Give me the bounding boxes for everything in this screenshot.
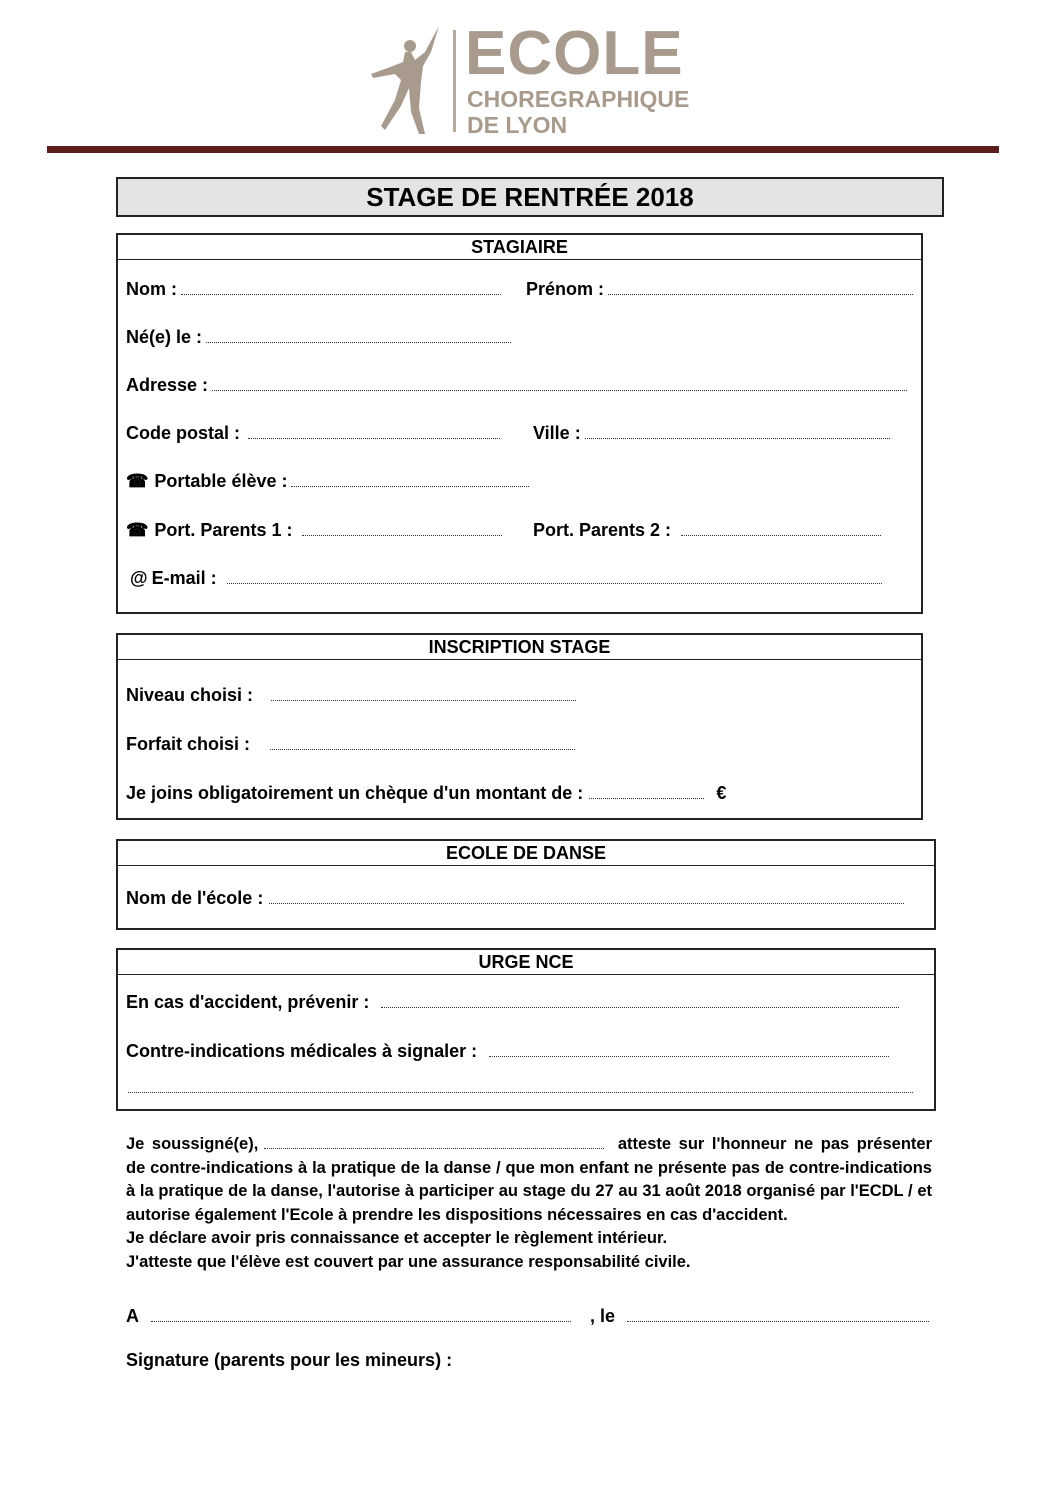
student-phone-label: Portable élève : xyxy=(154,471,288,491)
level-field[interactable] xyxy=(126,685,576,706)
cheque-label: Je joins obligatoirement un chèque d'un montant de : xyxy=(126,783,584,803)
email-label: E-mail : xyxy=(151,568,217,588)
school-name-input[interactable] xyxy=(269,883,904,904)
prenom-field[interactable] xyxy=(526,279,913,300)
parent1-phone-input[interactable] xyxy=(302,523,502,536)
phone-icon: ☎ xyxy=(126,520,149,540)
postal-code-field[interactable] xyxy=(126,423,500,444)
parent2-phone-label: Port. Parents 2 : xyxy=(533,520,672,540)
postal-code-label: Code postal : xyxy=(126,423,241,443)
package-field[interactable] xyxy=(126,734,575,755)
medical-input-line2[interactable] xyxy=(128,1080,913,1093)
birthdate-input[interactable] xyxy=(206,330,511,343)
section-heading: URGE NCE xyxy=(118,950,934,975)
declaration-text xyxy=(126,1133,932,1274)
place-input[interactable] xyxy=(151,1309,571,1322)
parent2-phone-input[interactable] xyxy=(681,523,881,536)
emergency-contact-input[interactable] xyxy=(381,995,899,1008)
level-label: Niveau choisi : xyxy=(126,685,254,705)
declaration-body: atteste sur l'honneur ne pas présenter de contre-indications à la pratique de la danse / que mon enfant ne présente pas de contre-indications à la pratique de la danse, l'autorise à participer au stage du 27 au 31 août 2018 organisé par l'ECDL / et autorise également l'Ecole à prendre les dispositions nécessaires en cas d'accident. xyxy=(126,1135,932,1224)
signatory-name-input[interactable] xyxy=(264,1138,604,1149)
parent2-phone-field[interactable] xyxy=(533,520,881,541)
birthdate-label: Né(e) le : xyxy=(126,327,203,347)
birthdate-field[interactable] xyxy=(126,327,511,348)
city-field[interactable] xyxy=(533,423,890,444)
parent1-phone-field[interactable] xyxy=(126,520,502,541)
prenom-label: Prénom : xyxy=(526,279,605,299)
section-heading: INSCRIPTION STAGE xyxy=(118,635,921,660)
header-rule xyxy=(47,146,999,153)
school-logo xyxy=(365,19,705,140)
date-field[interactable] xyxy=(590,1306,929,1327)
logo-line1: ECOLE xyxy=(465,19,684,88)
school-name-field[interactable] xyxy=(126,883,904,909)
prenom-input[interactable] xyxy=(608,282,913,295)
page-title: STAGE DE RENTRÉE 2018 xyxy=(116,177,944,217)
declaration-start: Je soussigné(e), xyxy=(126,1135,259,1153)
email-field[interactable] xyxy=(130,568,882,589)
medical-field[interactable] xyxy=(126,1041,889,1062)
section-heading: ECOLE DE DANSE xyxy=(118,841,934,866)
medical-input[interactable] xyxy=(489,1044,889,1057)
emergency-contact-field[interactable] xyxy=(126,992,899,1013)
nom-field[interactable] xyxy=(126,279,501,300)
section-heading: STAGIAIRE xyxy=(118,235,921,260)
logo-line2: CHOREGRAPHIQUE xyxy=(467,86,690,112)
emergency-contact-label: En cas d'accident, prévenir : xyxy=(126,992,370,1012)
email-input[interactable] xyxy=(227,571,882,584)
package-label: Forfait choisi : xyxy=(126,734,251,754)
address-field[interactable] xyxy=(126,375,907,396)
cheque-amount-field[interactable] xyxy=(126,783,726,804)
medical-label: Contre-indications médicales à signaler : xyxy=(126,1041,478,1061)
declaration-rules: Je déclare avoir pris connaissance et accepter le règlement intérieur. xyxy=(126,1229,668,1247)
nom-input[interactable] xyxy=(181,282,501,295)
euro-symbol: € xyxy=(716,783,727,803)
level-input[interactable] xyxy=(271,688,576,701)
signature-label-text: Signature (parents pour les mineurs) : xyxy=(126,1350,453,1370)
student-phone-input[interactable] xyxy=(291,474,529,487)
logo-divider xyxy=(453,30,456,132)
address-label: Adresse : xyxy=(126,375,209,395)
address-input[interactable] xyxy=(212,378,907,391)
school-name-label: Nom de l'école : xyxy=(126,888,264,908)
dancer-silhouette-icon xyxy=(365,22,445,137)
signature-label xyxy=(126,1350,452,1371)
place-field[interactable] xyxy=(126,1306,571,1327)
postal-code-input[interactable] xyxy=(248,426,500,439)
student-phone-field[interactable] xyxy=(126,471,529,492)
cheque-amount-input[interactable] xyxy=(589,786,704,799)
phone-icon: ☎ xyxy=(126,471,149,491)
medical-field-line2[interactable] xyxy=(128,1080,913,1093)
place-label: A xyxy=(126,1306,139,1326)
city-label: Ville : xyxy=(533,423,581,443)
declaration-insurance: J'atteste que l'élève est couvert par une assurance responsabilité civile. xyxy=(126,1252,691,1271)
package-input[interactable] xyxy=(270,737,575,750)
parent1-phone-label: Port. Parents 1 : xyxy=(154,520,293,540)
at-icon: @ xyxy=(130,568,148,588)
nom-label: Nom : xyxy=(126,279,177,299)
date-label: , le xyxy=(590,1306,616,1326)
city-input[interactable] xyxy=(585,426,890,439)
date-input[interactable] xyxy=(627,1309,929,1322)
logo-line3: DE LYON xyxy=(467,112,568,138)
